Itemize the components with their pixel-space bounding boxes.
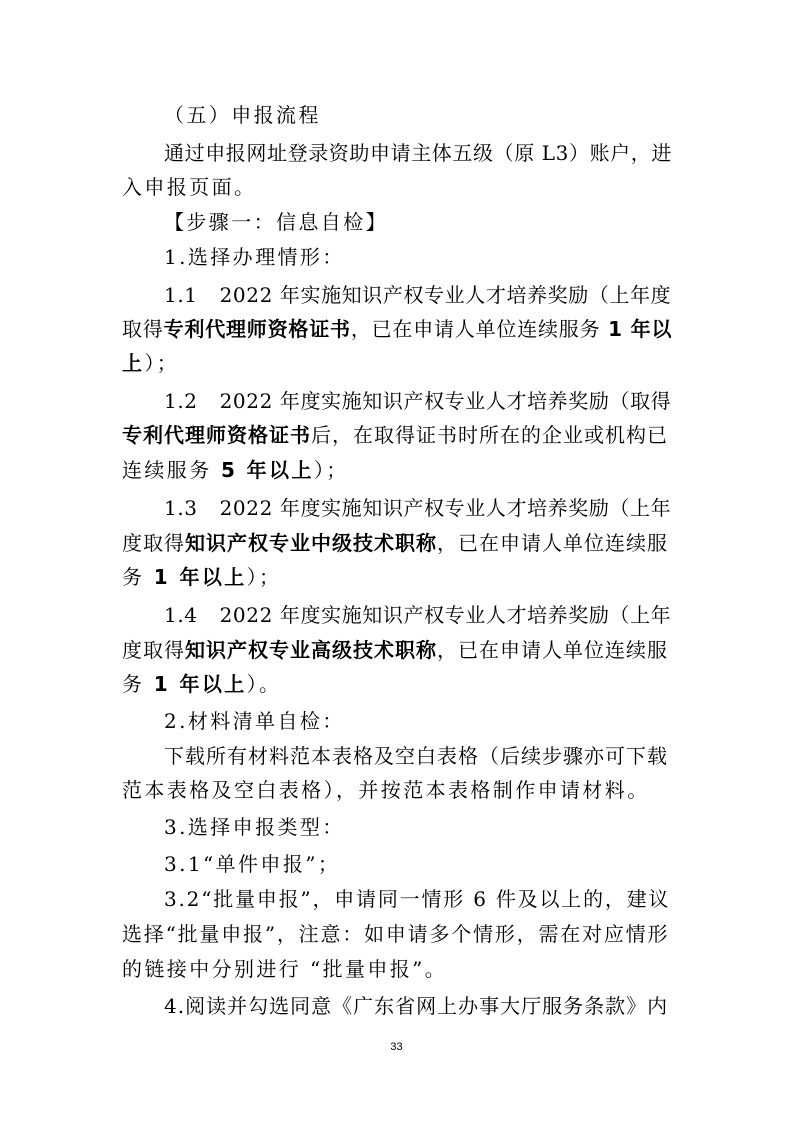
title-name: 知识产权专业高级技术职称 (185, 638, 437, 662)
intro-line-2: 入申报页面。 (122, 175, 257, 199)
case-1-4-number: 1.4 (164, 603, 198, 627)
item2-heading: 2.材料清单自检： (164, 709, 345, 733)
type-3-2-line-1: 3.2“批量申报”，申请同一情形 6 件及以上的，建议 (164, 887, 671, 911)
case-1-4-text: 2022 年度实施知识产权专业人才培养奖励（上年 (219, 603, 672, 627)
case-1-2-text: 后，在取得证书时所在的企业或机构已 (311, 423, 668, 447)
case-1-1-text: 取得 (122, 317, 164, 341)
case-1-4-text: 务 (122, 672, 145, 696)
case-1-3-line-3 (122, 564, 281, 590)
section-title: （五）申报流程 (164, 103, 321, 127)
case-1-3-text: ，已在申请人单位连续服 (437, 531, 668, 555)
type-3-1: 3.1“单件申报”； (164, 852, 341, 876)
case-1-3-number: 1.3 (164, 496, 198, 520)
case-1-2-text: ）； (313, 458, 349, 482)
page-number: 33 (390, 1041, 403, 1053)
case-1-4-line-2 (122, 637, 668, 663)
step1-title: 【步骤一：信息自检】 (164, 210, 388, 234)
service-years: 1 年以上 (144, 565, 247, 589)
case-1-1-text: ）； (144, 351, 180, 375)
case-1-3-line-1 (164, 495, 671, 521)
case-1-3-text: ）； (246, 565, 282, 589)
type-3-2-line-2: 选择“批量申报”，注意：如申请多个情形，需在对应情形 (122, 922, 670, 946)
case-1-3-text: 务 (122, 565, 145, 589)
case-1-1-text: ，已在申请人单位连续服务 (350, 317, 601, 341)
item2-line-2: 范本表格及空白表格），并按范本表格制作申请材料。 (122, 778, 650, 802)
certificate-name: 专利代理师资格证书 (163, 317, 351, 341)
case-1-1-line-3 (122, 350, 179, 376)
case-1-4-text: 度取得 (122, 638, 185, 662)
case-1-2-line-3 (122, 457, 349, 483)
case-1-4-line-3 (122, 671, 281, 697)
service-years: 上 (122, 351, 145, 375)
case-1-2-text: 连续服务 (122, 458, 212, 482)
case-1-2-line-2 (122, 422, 668, 448)
case-1-3-text: 2022 年度实施知识产权专业人才培养奖励（上年 (219, 496, 672, 520)
item3-heading: 3.选择申报类型： (164, 815, 345, 839)
service-years: 5 年以上 (211, 458, 314, 482)
case-1-1-text: 2022 年实施知识产权专业人才培养奖励（上年度 (219, 283, 672, 307)
case-1-4-line-1 (164, 602, 671, 628)
case-1-3-text: 度取得 (122, 531, 185, 555)
title-name: 知识产权专业中级技术职称 (185, 531, 437, 555)
case-1-1-number: 1.1 (164, 283, 198, 307)
item1-heading: 1.选择办理情形： (164, 245, 345, 269)
item4-line-1: 4.阅读并勾选同意《广东省网上办事大厅服务条款》内 (164, 994, 669, 1018)
type-3-2-line-3: 的链接中分别进行 “批量申报”。 (122, 957, 448, 981)
service-years: 1 年以上 (144, 672, 247, 696)
certificate-name: 专利代理师资格证书 (122, 423, 311, 447)
case-1-2-number: 1.2 (164, 389, 198, 413)
case-1-2-text: 2022 年度实施知识产权专业人才培养奖励（取得 (219, 389, 672, 413)
item2-line-1: 下载所有材料范本表格及空白表格（后续步骤亦可下载 (164, 744, 668, 768)
case-1-1-line-2 (122, 316, 672, 342)
case-1-1-line-1 (164, 282, 671, 308)
case-1-3-line-2 (122, 530, 668, 556)
case-1-4-text: ，已在申请人单位连续服 (437, 638, 668, 662)
case-1-4-text: ）。 (246, 672, 282, 696)
service-years: 1 年以 (600, 317, 673, 341)
case-1-2-line-1 (164, 388, 671, 414)
intro-line-1: 通过申报网址登录资助申请主体五级（原 L3）账户，进 (164, 141, 672, 165)
